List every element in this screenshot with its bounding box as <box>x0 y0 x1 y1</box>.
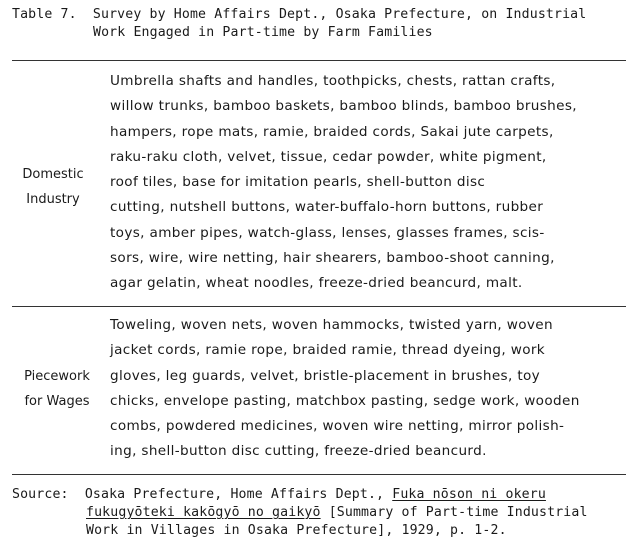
row-text-domestic-industry <box>110 69 625 297</box>
text-line: gloves, leg guards, velvet, bristle-placement in brushes, toy <box>110 367 541 384</box>
source-translation-part-2: Work in Villages in Osaka Prefecture], 1929, p. 1-2. <box>86 523 507 538</box>
caption-line-2: Work Engaged in Part-time by Farm Families <box>93 25 433 40</box>
text-line: ing, shell-button disc cutting, freeze-dried beancurd. <box>110 443 487 460</box>
text-line: Toweling, woven nets, woven hammocks, twisted yarn, woven <box>110 317 553 333</box>
source-title-part-2: fukugyōteki kakōgyō no gaikyō <box>86 505 321 520</box>
text-line: Umbrella shafts and handles, toothpicks, chests, rattan crafts, <box>110 73 556 89</box>
source-label: Source: <box>12 487 69 502</box>
text-line: toys, amber pipes, watch-glass, lenses, glasses frames, scis- <box>110 224 545 241</box>
text-line: raku-raku cloth, velvet, tissue, cedar powder, white pigment, <box>110 148 547 165</box>
text-line: chicks, envelope pasting, matchbox pasting, sedge work, wooden <box>110 392 580 409</box>
text-line: roof tiles, base for imitation pearls, shell-button disc <box>110 174 486 191</box>
table-caption <box>12 6 586 42</box>
text-line: cutting, nutshell buttons, water-buffalo-horn buttons, rubber <box>110 199 544 216</box>
row-label-piecework-for-wages <box>12 364 102 414</box>
caption-line-1: Table 7. Survey by Home Affairs Dept., Osaka Prefecture, on Industrial <box>12 7 587 22</box>
source-title-part-1: Fuka nōson ni okeru <box>392 487 546 502</box>
row-label-line: Domestic <box>22 167 84 182</box>
text-line: jacket cords, ramie rope, braided ramie, thread dyeing, work <box>110 342 546 359</box>
row-text-piecework-for-wages <box>110 313 625 465</box>
middle-rule <box>12 306 626 307</box>
text-line: sors, wire, wire netting, hair shearers, bamboo-shoot canning, <box>110 250 555 267</box>
row-label-line: Piecework <box>24 369 90 384</box>
top-rule <box>12 60 626 61</box>
text-line: agar gelatin, wheat noodles, freeze-dried beancurd, malt. <box>110 275 523 292</box>
bottom-rule <box>12 474 626 475</box>
row-label-line: Industry <box>26 192 80 207</box>
source-note <box>12 486 588 540</box>
text-line: willow trunks, bamboo baskets, bamboo blinds, bamboo brushes, <box>110 98 577 115</box>
source-translation-part-1: [Summary of Part-time Industrial <box>320 505 588 520</box>
text-line: hampers, rope mats, ramie, braided cords, Sakai jute carpets, <box>110 123 554 140</box>
source-author: Osaka Prefecture, Home Affairs Dept., <box>84 487 393 502</box>
row-label-line: for Wages <box>24 394 90 409</box>
text-line: combs, powdered medicines, woven wire netting, mirror polish- <box>110 418 565 435</box>
row-label-domestic-industry <box>8 162 98 212</box>
